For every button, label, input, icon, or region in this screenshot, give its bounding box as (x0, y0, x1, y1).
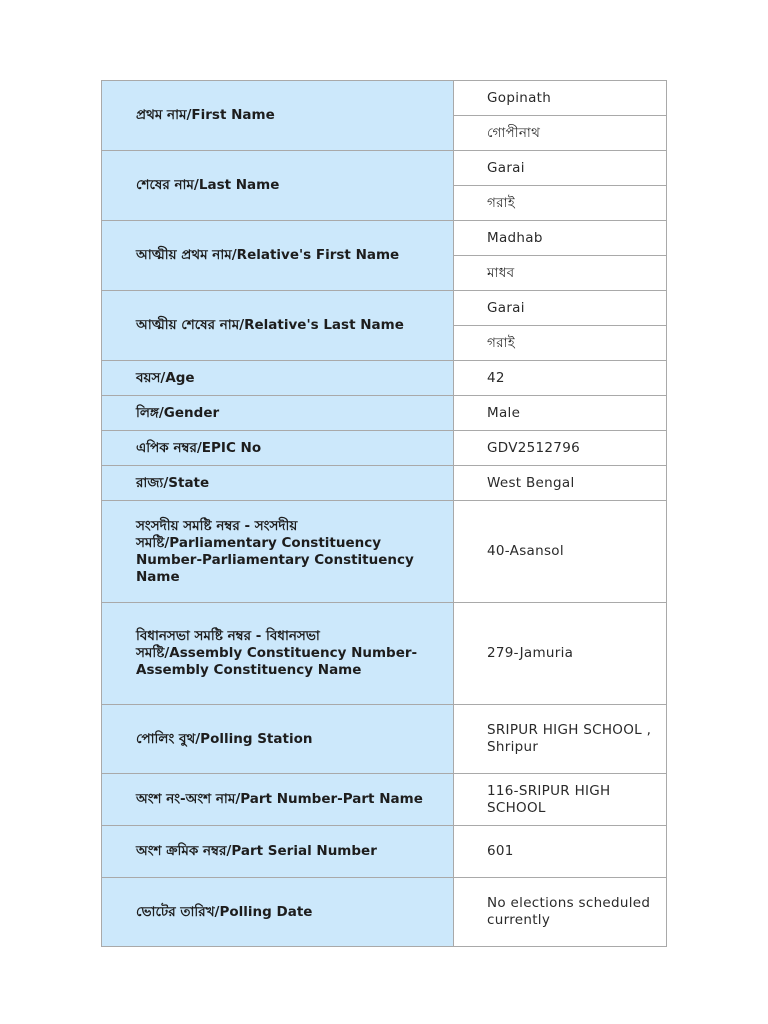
label-relative-first-name: আত্মীয় প্রথম নাম/Relative's First Name (102, 221, 454, 291)
value-relative-first-name-bn: মাধব (454, 256, 667, 291)
label-parliamentary-constituency: সংসদীয় সমষ্টি নম্বর - সংসদীয় সমষ্টি/Parliamentary Constituency Number-Parliamentary Constituency Name (102, 501, 454, 603)
value-last-name-bn: গরাই (454, 186, 667, 221)
value-first-name-en: Gopinath (454, 81, 667, 116)
table-row-age (102, 361, 667, 396)
label-assembly-constituency: বিধানসভা সমষ্টি নম্বর - বিধানসভা সমষ্টি/Assembly Constituency Number-Assembly Constituency Name (102, 603, 454, 705)
label-age: বয়স/Age (102, 361, 454, 396)
voter-details-table (101, 80, 667, 947)
value-part-number-name: 116-SRIPUR HIGH SCHOOL (454, 774, 667, 826)
table-row-polling-station (102, 705, 667, 774)
table-row-epic-no (102, 431, 667, 466)
value-assembly-constituency: 279-Jamuria (454, 603, 667, 705)
label-state: রাজ্য/State (102, 466, 454, 501)
label-first-name: প্রথম নাম/First Name (102, 81, 454, 151)
table-row-polling-date (102, 878, 667, 947)
value-polling-date: No elections scheduled currently (454, 878, 667, 947)
value-epic-no: GDV2512796 (454, 431, 667, 466)
value-parliamentary-constituency: 40-Asansol (454, 501, 667, 603)
value-first-name-bn: গোপীনাথ (454, 116, 667, 151)
label-epic-no: এপিক নম্বর/EPIC No (102, 431, 454, 466)
value-age: 42 (454, 361, 667, 396)
table-row-part-serial-number (102, 826, 667, 878)
table-row-first-name (102, 81, 667, 116)
label-last-name: শেষের নাম/Last Name (102, 151, 454, 221)
table-row-part-number-name (102, 774, 667, 826)
value-relative-last-name-bn: গরাই (454, 326, 667, 361)
value-relative-first-name-en: Madhab (454, 221, 667, 256)
table-row-last-name (102, 151, 667, 186)
value-gender: Male (454, 396, 667, 431)
label-polling-date: ভোটের তারিখ/Polling Date (102, 878, 454, 947)
label-part-number-name: অংশ নং-অংশ নাম/Part Number-Part Name (102, 774, 454, 826)
table-row-gender (102, 396, 667, 431)
value-last-name-en: Garai (454, 151, 667, 186)
table-row-parliamentary-constituency (102, 501, 667, 603)
value-part-serial-number: 601 (454, 826, 667, 878)
value-state: West Bengal (454, 466, 667, 501)
table-row-relative-first-name (102, 221, 667, 256)
label-part-serial-number: অংশ ক্রমিক নম্বর/Part Serial Number (102, 826, 454, 878)
label-gender: লিঙ্গ/Gender (102, 396, 454, 431)
value-polling-station: SRIPUR HIGH SCHOOL , Shripur (454, 705, 667, 774)
table-row-state (102, 466, 667, 501)
value-relative-last-name-en: Garai (454, 291, 667, 326)
label-relative-last-name: আত্মীয় শেষের নাম/Relative's Last Name (102, 291, 454, 361)
table-row-assembly-constituency (102, 603, 667, 705)
table-row-relative-last-name (102, 291, 667, 326)
label-polling-station: পোলিং বুথ/Polling Station (102, 705, 454, 774)
